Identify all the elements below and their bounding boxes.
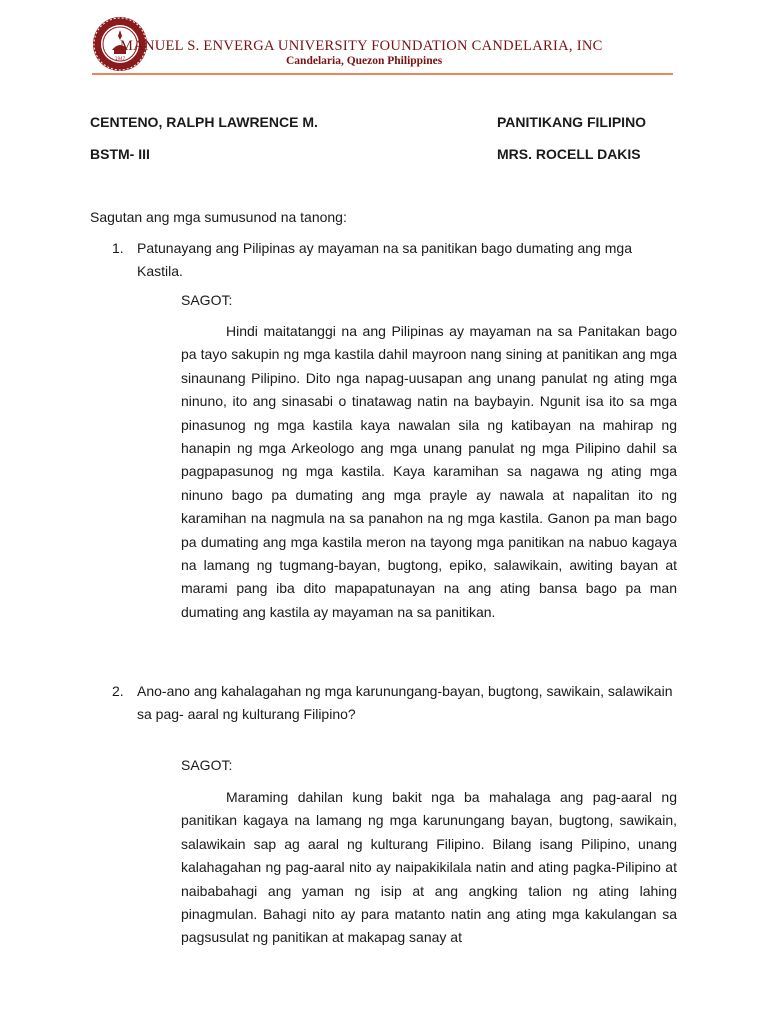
answer-paragraph: Hindi maitatanggi na ang Pilipinas ay mayaman na sa Panitakan bago pa tayo sakupin ng mga kastila dahil mayroon nang sining at panitikan ang mga sinaunang Pilipino. Dito nga napag-uusapan ang unang panulat ng ating mga ninuno, ito ang sinasabi o tinatawag natin na baybayin. Ngunit isa ito sa mga pinasunog ng mga kastila kaya nawalan sila ng katibayan na mahirap ng hanapin ng mga Arkeologo ang mga unang panulat ng mga Pilipino dahil sa pagpapasunog ng mga kastila. Kaya karamihan sa nagawa ng ating mga ninuno bago pa dumating ang mga prayle ay nawala at napalitan ito ng karamihan na nagmula na sa panahon na ng mga kastila. Ganon pa man bago pa dumating ang mga kastila meron na tayong mga panitikan na nabuo kagaya na lamang ng tugmang-bayan, bugtong, epiko, salawikain, awiting bayan at marami pang iba dito mapapatunayan na ang ating bansa bago pa man dumating ang kastila ay mayaman na sa panitikan. (181, 323, 677, 620)
question-text: Ano-ano ang kahalagahan ng mga karunungang-bayan, bugtong, sawikain, salawikain sa pag- aaral ng kulturang Filipino? (137, 683, 673, 723)
header-divider (92, 73, 673, 75)
question-number: 2. (112, 683, 124, 699)
instructions-text: Sagutan ang mga sumusunod na tanong: (90, 209, 347, 225)
question-number: 1. (112, 240, 124, 256)
svg-text:1947: 1947 (114, 56, 126, 61)
student-name: CENTENO, RALPH LAWRENCE M. (90, 114, 318, 130)
answer-label: SAGOT: (181, 292, 233, 308)
question-text: Patunayang ang Pilipinas ay mayaman na sa panitikan bago dumating ang mga Kastila. (137, 240, 632, 280)
letterhead (0, 0, 768, 80)
university-name: MANUEL S. ENVERGA UNIVERSITY FOUNDATION CANDELARIA, INC (120, 38, 603, 54)
subject-name: PANITIKANG FILIPINO (497, 114, 647, 130)
student-section: BSTM- III (90, 146, 150, 162)
teacher-name: MRS. ROCELL DAKIS (497, 146, 641, 162)
answer-label: SAGOT: (181, 757, 233, 773)
university-location: Candelaria, Quezon Philippines (286, 55, 443, 67)
answer-paragraph: Maraming dahilan kung bakit nga ba mahalaga ang pag-aaral ng panitikan kagaya na lamang ng mga karunungang bayan, bugtong, sawikain, salawikain sap ag aaral ng kulturang Filipino. Bilang isang Pilipino, unang kalahagahan ng pag-aaral nito ay naipakikilala natin and ating pagka-Pilipino at naibabahagi ang yaman ng isip at ang angking talion ng ating lahing pinagmulan. Bahagi nito ay para matanto natin ang ating mga kakulangan sa pagsusulat ng panitikan at makapag sanay at (181, 789, 677, 946)
